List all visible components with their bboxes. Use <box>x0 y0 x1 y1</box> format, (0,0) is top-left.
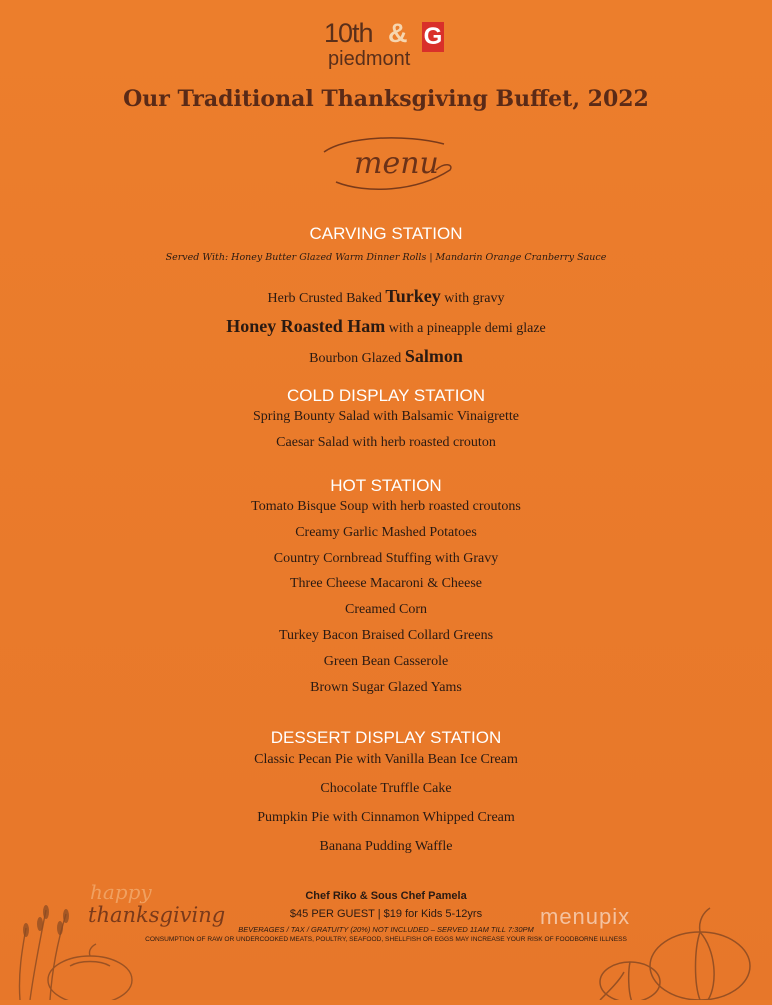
logo-g-mark: G <box>423 23 443 50</box>
menu-item: Turkey Bacon Braised Collard Greens <box>278 628 494 643</box>
menu-item: Herb Crusted Baked Turkey with gravy <box>267 286 505 306</box>
carving-station-heading: CARVING STATION <box>309 224 463 243</box>
menu-item: Bourbon Glazed Salmon <box>309 346 463 366</box>
happy-script: happy <box>90 880 152 904</box>
restaurant-logo <box>318 18 458 74</box>
hot-station-heading: HOT STATION <box>330 476 442 495</box>
menu-item: Honey Roasted Ham with a pineapple demi glaze <box>226 316 546 336</box>
menu-item: Banana Pudding Waffle <box>319 839 453 854</box>
chefs-line: Chef Riko & Sous Chef Pamela <box>305 890 467 902</box>
cold-station-heading: COLD DISPLAY STATION <box>286 386 486 405</box>
thanksgiving-script: thanksgiving <box>88 903 226 927</box>
logo-ampersand: & <box>388 18 408 48</box>
menu-script-ornament <box>316 130 456 200</box>
carving-served-with: Served With: Honey Butter Glazed Warm Dinner Rolls | Mandarin Orange Cranberry Sauce <box>165 252 607 263</box>
logo-text-bottom: piedmont <box>328 48 411 70</box>
menu-item: Tomato Bisque Soup with herb roasted croutons <box>251 499 521 514</box>
menu-item: Green Bean Casserole <box>323 654 449 669</box>
menu-item: Creamed Corn <box>344 602 428 617</box>
dessert-station-heading: DESSERT DISPLAY STATION <box>270 728 502 747</box>
menu-item: Pumpkin Pie with Cinnamon Whipped Cream <box>257 810 515 825</box>
menu-item: Country Cornbread Stuffing with Gravy <box>273 551 499 566</box>
menu-script-text: menu <box>354 146 439 181</box>
menu-item: Brown Sugar Glazed Yams <box>310 680 462 695</box>
food-safety-warning: CONSUMPTION OF RAW OR UNDERCOOKED MEATS, POULTRY, SEAFOOD, SHELLFISH OR EGGS MAY INCREASE YOUR RISK OF FOODBORNE ILLNESS <box>145 936 627 943</box>
menu-item: Caesar Salad with herb roasted crouton <box>276 435 496 450</box>
price-line: $45 PER GUEST | $19 for Kids 5-12yrs <box>289 908 483 920</box>
beverages-notice: BEVERAGES / TAX / GRATUITY (20%) NOT INCLUDED – SERVED 11AM TILL 7:30PM <box>238 925 534 934</box>
menu-item: Chocolate Truffle Cake <box>320 781 452 796</box>
menu-item: Spring Bounty Salad with Balsamic Vinaigrette <box>252 409 520 424</box>
menu-item: Creamy Garlic Mashed Potatoes <box>295 525 477 540</box>
menu-item: Classic Pecan Pie with Vanilla Bean Ice Cream <box>254 752 518 767</box>
menu-item: Three Cheese Macaroni & Cheese <box>289 576 483 591</box>
menupix-watermark: menupix <box>540 904 631 929</box>
logo-text-top: 10th <box>324 18 373 48</box>
page-title: Our Traditional Thanksgiving Buffet, 2022 <box>123 86 649 112</box>
